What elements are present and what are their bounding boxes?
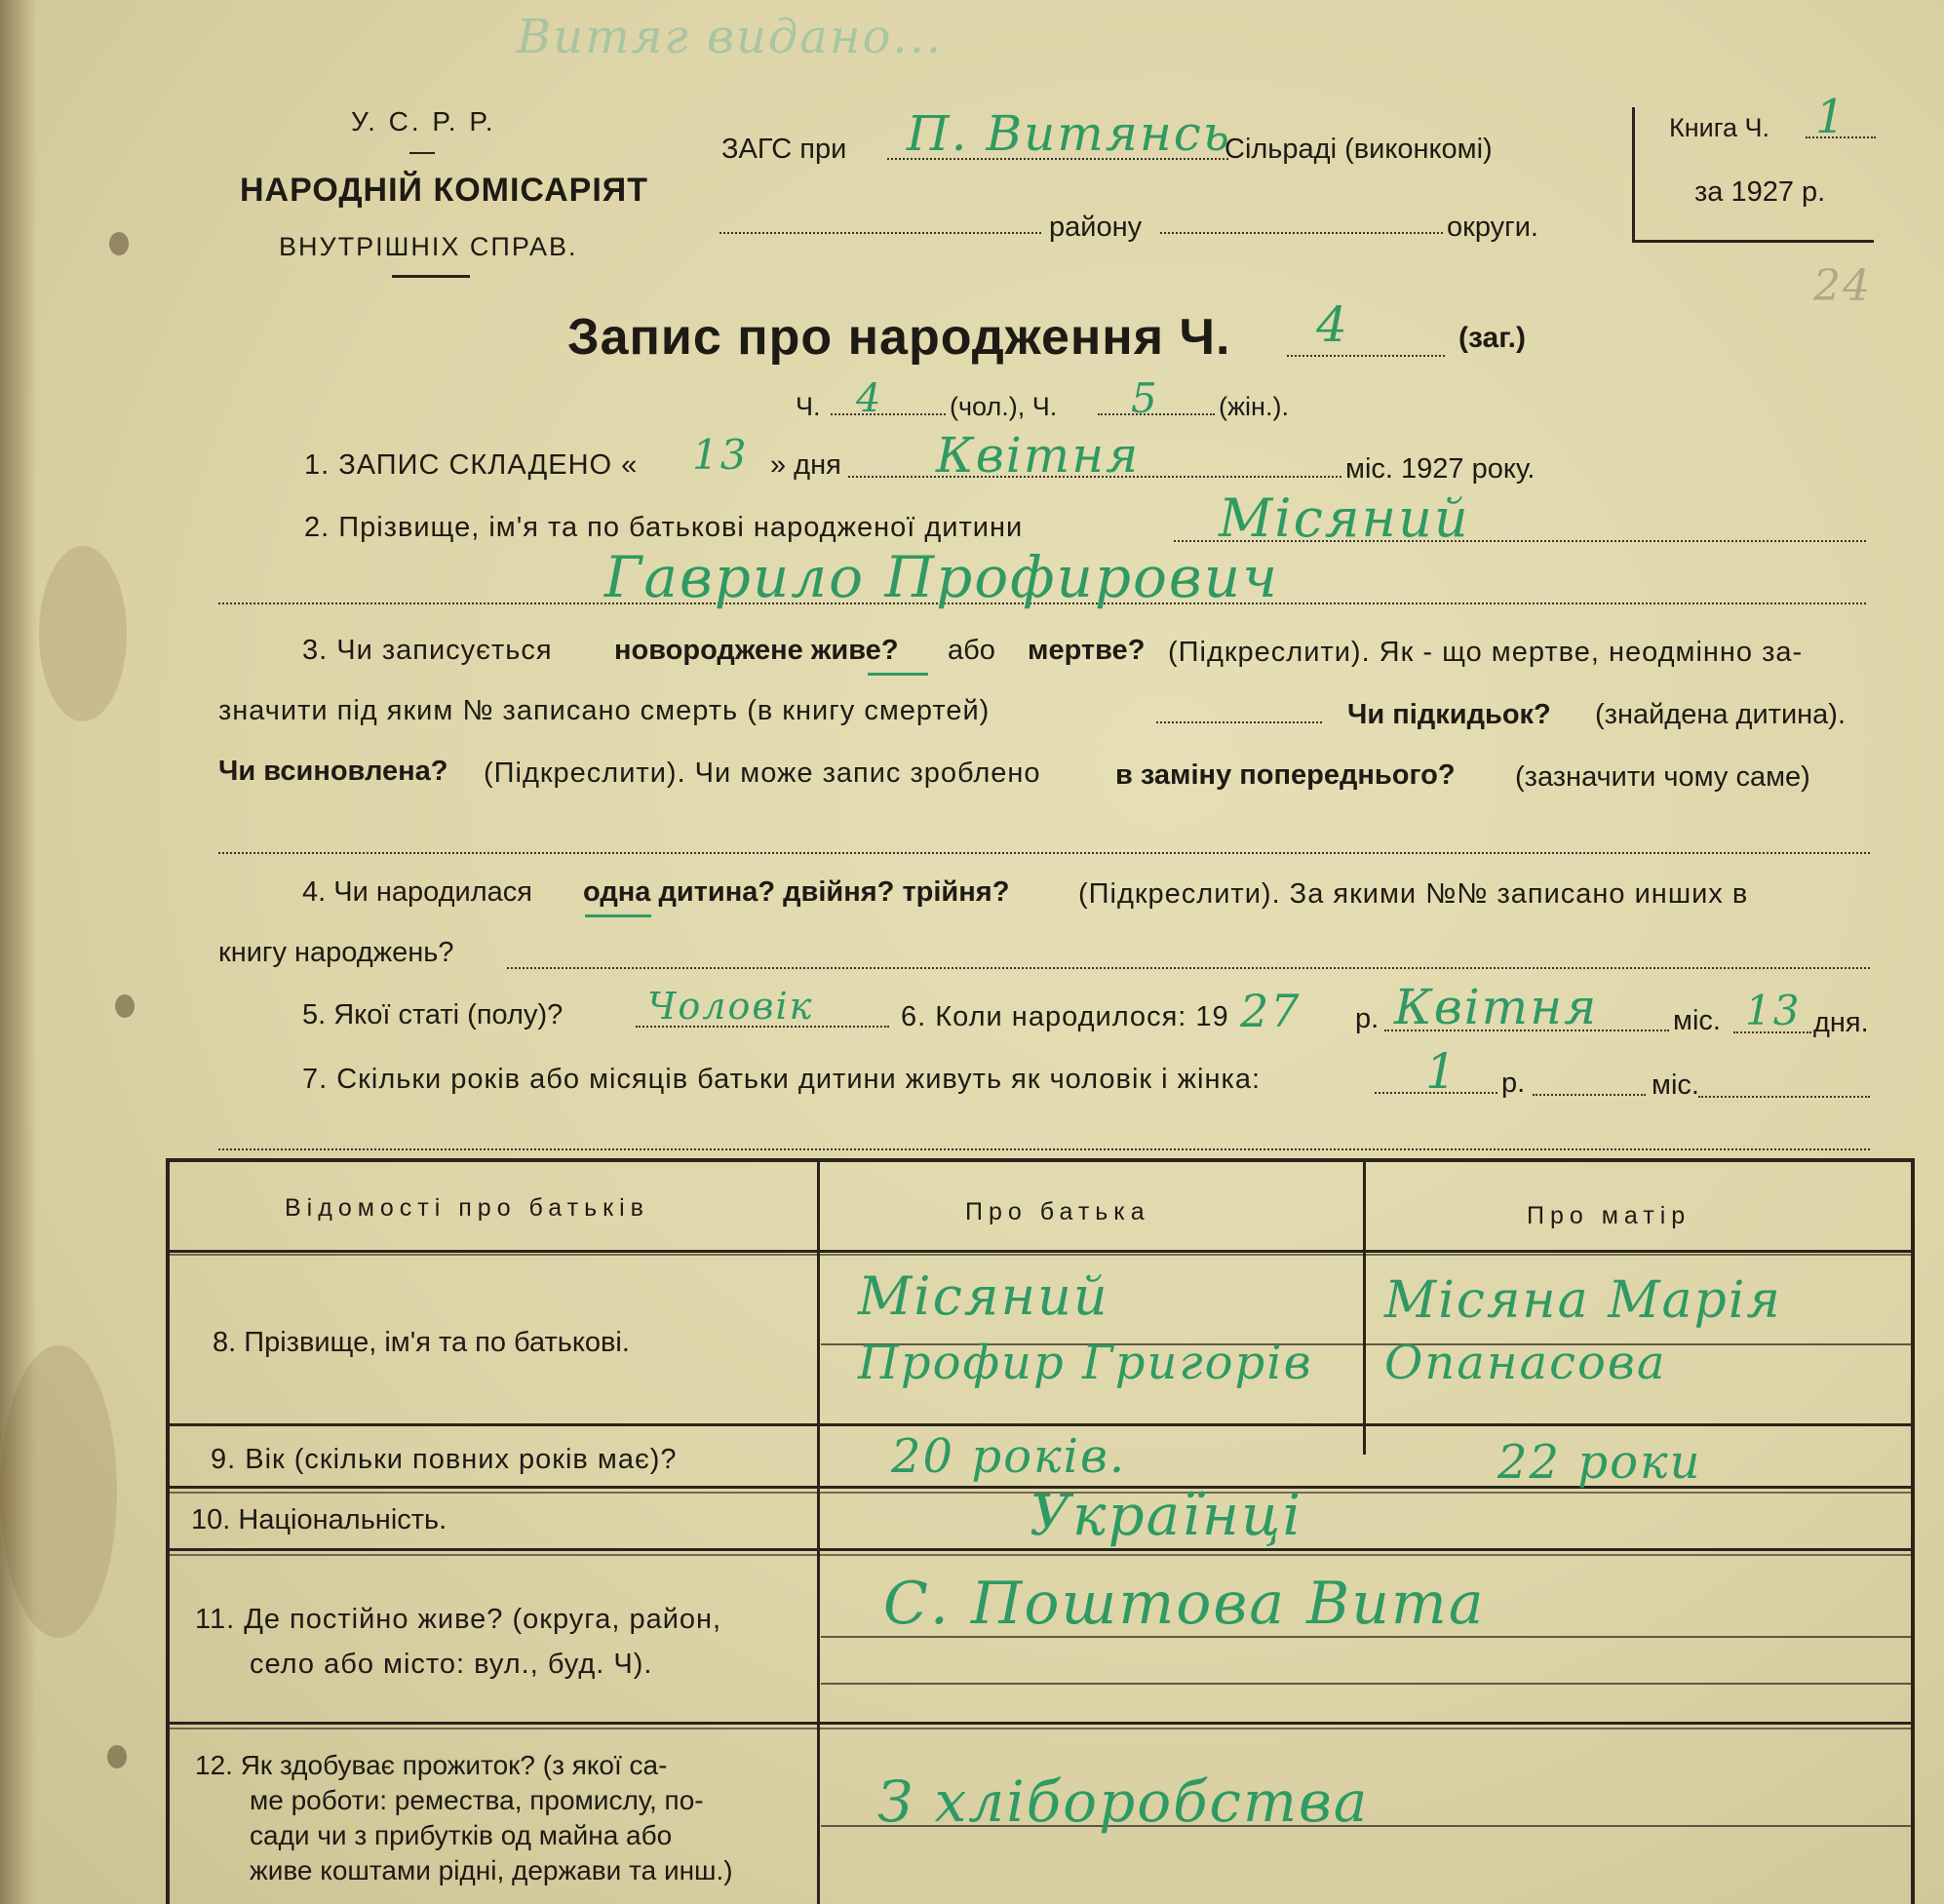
item3-l3d: (зазначити чому саме) xyxy=(1515,761,1810,793)
residence-value: С. Поштова Вита xyxy=(883,1570,1486,1638)
item3-or: або xyxy=(948,635,995,666)
item4-a: 4. Чи народилася xyxy=(302,876,532,908)
ch-label: Ч. xyxy=(796,392,821,421)
zags-value: П. Витянсь xyxy=(907,105,1232,162)
item1-month: Квітня xyxy=(936,427,1141,484)
item3-l2c: (знайдена дитина). xyxy=(1595,699,1847,730)
livelihood-value: З хліборобства xyxy=(877,1768,1370,1835)
year-label: за 1927 р. xyxy=(1694,176,1826,208)
male-count: 4 xyxy=(856,376,883,421)
item6-year: 27 xyxy=(1240,985,1302,1037)
item3-foundling: Чи підкидьок? xyxy=(1347,699,1551,730)
ussr-label: У. С. Р. Р. xyxy=(351,106,496,136)
father-surname: Місяний xyxy=(858,1265,1109,1327)
fill-line xyxy=(719,232,1041,234)
item3-l3b: (Підкреслити). Чи може запис зроблено xyxy=(484,758,1041,789)
col-header-info: Відомості про батьків xyxy=(285,1194,649,1222)
record-title: Запис про народження Ч. xyxy=(567,309,1231,366)
fill-line xyxy=(831,413,946,415)
zags-suffix: Сільраді (виконкомі) xyxy=(1225,134,1493,165)
fill-line xyxy=(1160,232,1443,234)
item6-day: 13 xyxy=(1745,987,1802,1034)
stain xyxy=(0,1345,117,1638)
book-label: Книга Ч. xyxy=(1669,113,1769,142)
item6-month: Квітня xyxy=(1394,979,1599,1035)
item7-r: р. xyxy=(1501,1068,1526,1099)
father-name: Профир Григорів xyxy=(858,1336,1313,1390)
father-age: 20 років. xyxy=(891,1429,1127,1484)
side-mark: 24 xyxy=(1813,261,1872,311)
item4-c: (Підкреслити). За якими №№ записано инших в xyxy=(1078,878,1749,910)
stain xyxy=(39,546,127,721)
male-label: (чол.), Ч. xyxy=(950,392,1058,421)
fill-line xyxy=(1287,355,1445,357)
fill-line xyxy=(218,852,1870,854)
female-label: (жін.). xyxy=(1219,392,1289,421)
divider xyxy=(409,152,435,154)
record-suffix: (заг.) xyxy=(1458,322,1527,354)
mother-name: Опанасова xyxy=(1384,1336,1667,1390)
punch-hole xyxy=(107,1745,127,1768)
row10-label: 10. Національність. xyxy=(191,1504,447,1535)
nationality-value: Українці xyxy=(1030,1482,1303,1548)
internal-affairs: ВНУТРІШНІХ СПРАВ. xyxy=(279,232,578,261)
item4-l2: книгу народжень? xyxy=(218,937,454,968)
row11-label-1: 11. Де постійно живе? (округа, район, xyxy=(195,1604,722,1635)
item1-mid: » дня xyxy=(770,449,841,481)
item3-replace: в заміну попереднього? xyxy=(1115,759,1456,791)
item6-r: р. xyxy=(1355,1003,1380,1034)
female-count: 5 xyxy=(1131,374,1159,422)
item3-l2a: значити під яким № записано смерть (в книгу смертей) xyxy=(218,695,991,726)
commissariat-title: НАРОДНІЙ КОМІСАРІЯТ xyxy=(240,172,648,209)
mother-age: 22 роки xyxy=(1497,1435,1702,1490)
green-underline xyxy=(868,673,928,676)
item2-label: 2. Прізвище, ім'я та по батькові народженої дитини xyxy=(304,512,1024,543)
punch-hole xyxy=(109,232,129,255)
item3-dead: мертве? xyxy=(1028,635,1146,666)
row9-label: 9. Вік (скільки повних років має)? xyxy=(211,1444,678,1475)
row12-label-1: 12. Як здобуває прожиток? (з якої са- xyxy=(195,1750,668,1780)
punch-hole xyxy=(115,994,135,1018)
item1-suffix: міс. 1927 року. xyxy=(1345,453,1536,485)
item6-label: 6. Коли народилося: 19 xyxy=(901,1001,1229,1032)
fill-line xyxy=(1533,1094,1646,1096)
mother-surname: Місяна Марія xyxy=(1384,1271,1782,1330)
col-header-father: Про батька xyxy=(965,1198,1150,1225)
item1-day: 13 xyxy=(692,431,749,479)
zags-prefix: ЗАГС при xyxy=(721,134,847,165)
item6-dnya: дня. xyxy=(1813,1007,1869,1038)
row12-label-4: живе коштами рідні, держави та инш.) xyxy=(250,1855,733,1885)
item7-years: 1 xyxy=(1425,1043,1458,1100)
child-name: Гаврило Профирович xyxy=(604,544,1280,610)
box-border xyxy=(1632,240,1874,243)
item3-e: (Підкреслити). Як - що мертве, неодмінно за- xyxy=(1168,637,1804,668)
row12-label-2: ме роботи: ремества, промислу, по- xyxy=(250,1785,704,1815)
faded-note: Витяг видано... xyxy=(517,10,944,64)
divider xyxy=(392,275,470,278)
record-number: 4 xyxy=(1316,296,1349,353)
item3-alive: новороджене живе? xyxy=(614,635,899,666)
item1-prefix: 1. ЗАПИС СКЛАДЕНО « xyxy=(304,449,639,481)
row12-label-3: сади чи з прибутків од майна або xyxy=(250,1820,673,1850)
item3-adopted: Чи всиновлена? xyxy=(218,756,448,787)
district-label: району xyxy=(1049,212,1143,243)
child-surname: Місяний xyxy=(1219,487,1470,549)
item5-label: 5. Якої статі (полу)? xyxy=(302,999,564,1030)
fill-line xyxy=(1156,721,1322,723)
fill-line xyxy=(507,967,1870,969)
book-number: 1 xyxy=(1815,90,1847,144)
green-underline xyxy=(585,914,651,917)
item4-options: одна дитина? двійня? трійня? xyxy=(583,876,1010,908)
fill-line xyxy=(218,1148,1870,1150)
row8-label: 8. Прізвище, ім'я та по батькові. xyxy=(213,1327,630,1358)
item5-value: Чоловік xyxy=(647,985,814,1028)
item3-a: 3. Чи записується xyxy=(302,635,553,666)
item7-label: 7. Скільки років або місяців батьки дитини живуть як чоловік і жінка: xyxy=(302,1064,1262,1095)
row11-label-2: село або місто: вул., буд. Ч). xyxy=(250,1649,653,1680)
item6-mis: міс. xyxy=(1673,1005,1721,1036)
okruha-label: округи. xyxy=(1447,212,1538,243)
box-border xyxy=(1632,107,1635,242)
item7-mis: міс. xyxy=(1652,1069,1699,1101)
fill-line xyxy=(1698,1096,1870,1098)
col-header-mother: Про матір xyxy=(1527,1202,1691,1229)
